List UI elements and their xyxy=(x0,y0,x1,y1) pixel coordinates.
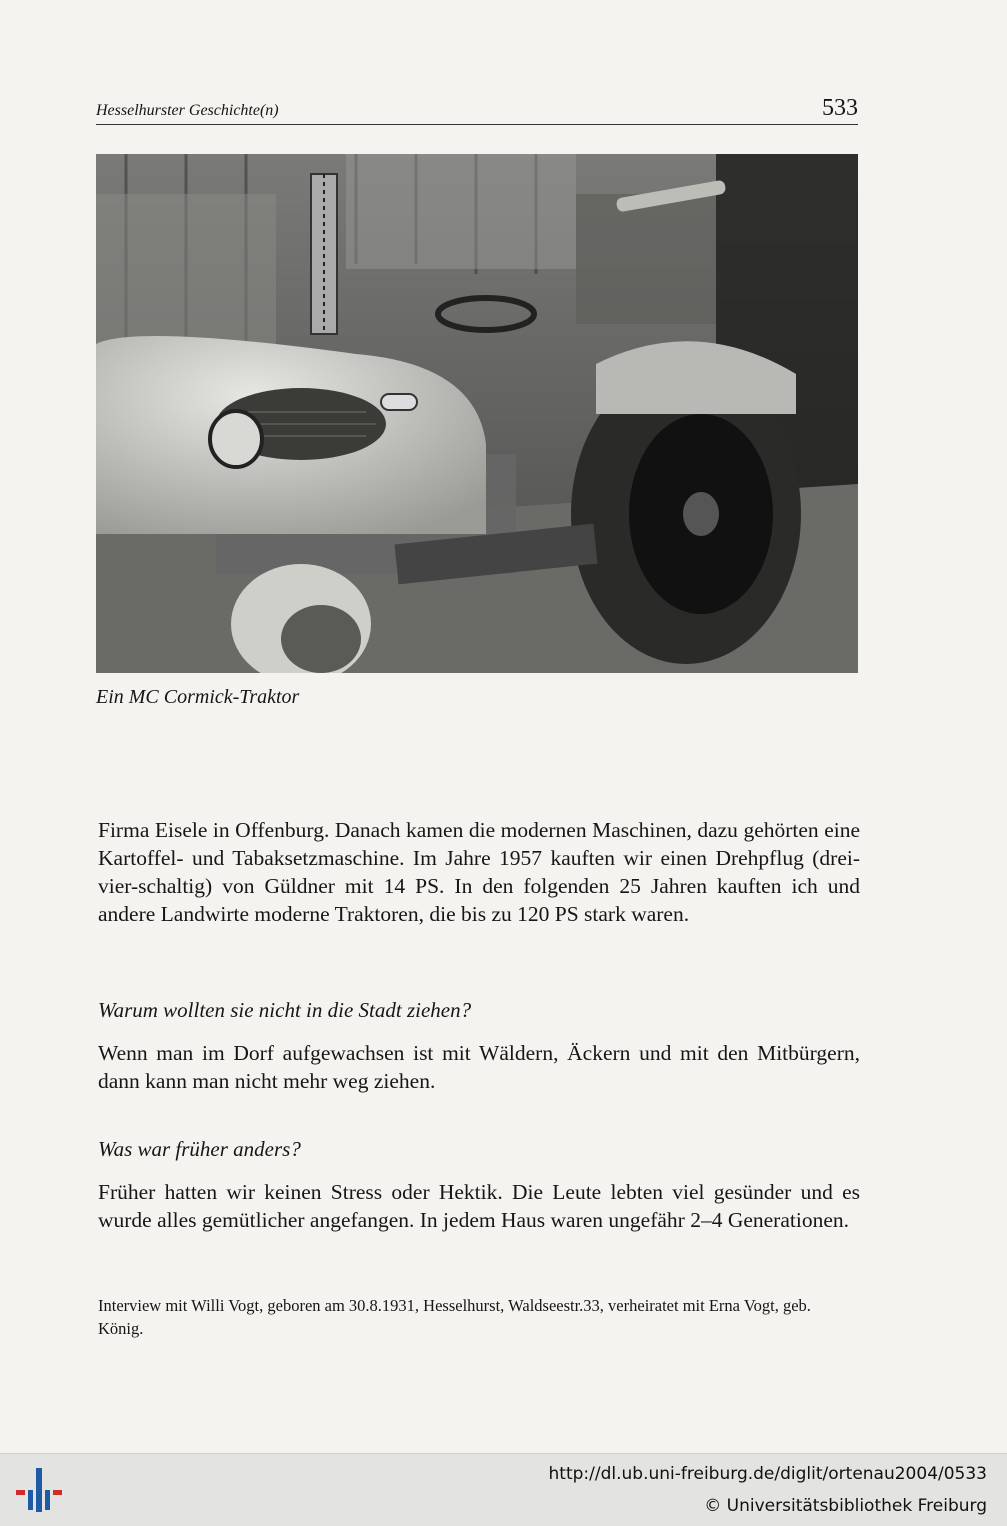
ub-freiburg-logo-icon[interactable] xyxy=(14,1464,64,1516)
footnote: Interview mit Willi Vogt, geboren am 30.8.1931, Hesselhurst, Waldseestr.33, verheiratet mit Erna Vogt, geb. König. xyxy=(98,1296,811,1338)
interview-question: Was war früher anders? xyxy=(98,1137,301,1161)
viewer-footer xyxy=(0,1453,1007,1526)
running-head xyxy=(96,95,858,125)
page-number: 533 xyxy=(822,95,858,121)
tractor-photo xyxy=(96,154,858,673)
body-paragraph: Firma Eisele in Offenburg. Danach kamen die modernen Maschinen, dazu gehörten eine Kartoffel- und Tabaksetzmaschine. Im Jahre 1957 kauften wir einen Drehpflug (drei-vier-schaltig) von Güldner mit 14 PS. In den folgenden 25 Jahren kauften ich und andere Landwirte moderne Traktoren, die bis zu 120 PS stark waren. xyxy=(98,818,860,926)
body-paragraph: Wenn man im Dorf aufgewachsen ist mit Wäldern, Äckern und mit den Mitbürgern, dann kann man nicht mehr weg ziehen. xyxy=(98,1041,860,1093)
body-paragraph: Früher hatten wir keinen Stress oder Hektik. Die Leute lebten viel gesünder und es wurde alles gemütlicher angefangen. In jedem Haus waren ungefähr 2–4 Generationen. xyxy=(98,1180,860,1232)
figure-caption: Ein MC Cormick-Traktor xyxy=(96,686,300,708)
running-head-title: Hesselhurster Geschichte(n) xyxy=(96,102,279,119)
interview-question: Warum wollten sie nicht in die Stadt ziehen? xyxy=(98,998,472,1022)
copyright-notice: © Universitätsbibliothek Freiburg xyxy=(704,1496,987,1516)
permalink-url[interactable]: http://dl.ub.uni-freiburg.de/diglit/ortenau2004/0533 xyxy=(548,1464,987,1484)
